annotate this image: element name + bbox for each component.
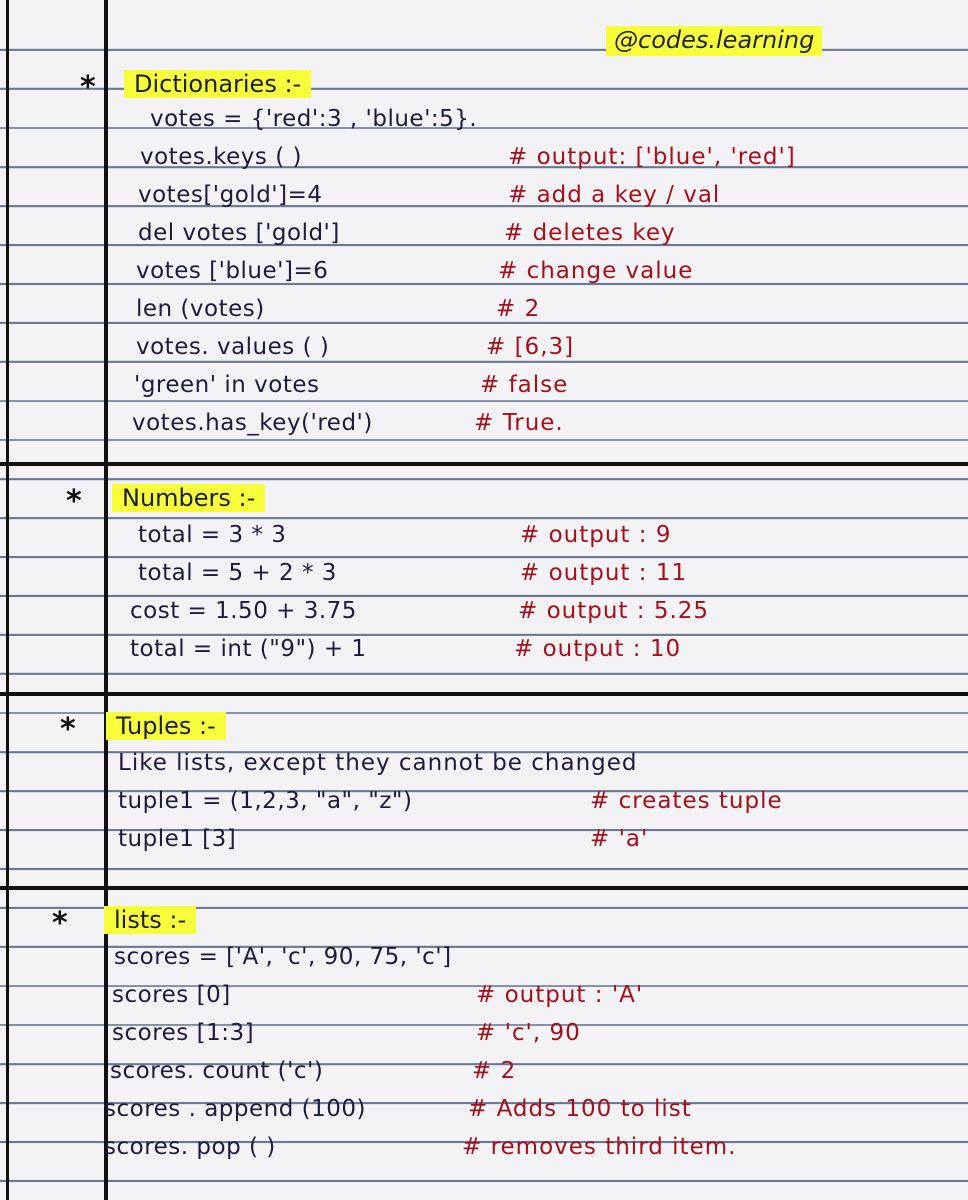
code-line: scores. count ('c'): [110, 1058, 324, 1084]
code-line: tuple1 [3]: [118, 826, 237, 852]
code-comment: # creates tuple: [590, 788, 783, 814]
code-comment: # Adds 100 to list: [468, 1096, 692, 1122]
code-row: [0, 636, 968, 674]
code-comment: # output : 5.25: [518, 598, 710, 624]
code-line: votes['gold']=4: [138, 182, 323, 208]
code-comment: # change value: [498, 258, 694, 284]
code-row: [0, 1134, 968, 1172]
section-heading: Dictionaries :-: [124, 70, 311, 98]
bullet-star-icon: *: [66, 484, 82, 519]
code-row: [0, 144, 968, 182]
code-comment: # [6,3]: [486, 334, 575, 360]
section-heading: lists :-: [104, 906, 196, 934]
code-comment: # 2: [496, 296, 541, 322]
code-line: scores . append (100): [104, 1096, 366, 1122]
code-line: total = int ("9") + 1: [130, 636, 367, 662]
code-row: [0, 372, 968, 410]
section-divider: [0, 462, 968, 466]
code-comment: # output: ['blue', 'red']: [508, 144, 796, 170]
section-divider: [0, 692, 968, 696]
code-row: [0, 1020, 968, 1058]
code-line: len (votes): [136, 296, 265, 322]
code-line: scores. pop ( ): [104, 1134, 276, 1160]
code-line: tuple1 = (1,2,3, "a", "z"): [118, 788, 413, 814]
code-comment: # output : 9: [520, 522, 672, 548]
code-row: [0, 560, 968, 598]
section-divider: [0, 886, 968, 890]
watermark-handle: @codes.learning: [606, 26, 822, 56]
code-line: cost = 1.50 + 3.75: [130, 598, 357, 624]
code-comment: # True.: [474, 410, 564, 436]
section-note: Like lists, except they cannot be changed: [118, 750, 638, 776]
code-comment: # deletes key: [504, 220, 676, 246]
code-comment: # output : 'A': [476, 982, 644, 1008]
code-row: [0, 788, 968, 826]
code-comment: # 'c', 90: [476, 1020, 581, 1046]
code-row: [0, 106, 968, 144]
code-row: [0, 522, 968, 560]
code-line: votes.keys ( ): [140, 144, 302, 170]
code-comment: # output : 11: [520, 560, 688, 586]
code-line: scores [0]: [112, 982, 231, 1008]
code-row: [0, 182, 968, 220]
section-heading: Numbers :-: [112, 484, 265, 512]
code-comment: # removes third item.: [462, 1134, 737, 1160]
code-line: votes.has_key('red'): [132, 410, 373, 436]
code-row: [0, 982, 968, 1020]
code-line: 'green' in votes: [134, 372, 320, 398]
code-line: votes ['blue']=6: [136, 258, 329, 284]
note-row: [0, 750, 968, 788]
code-line: votes = {'red':3 , 'blue':5}.: [150, 106, 478, 132]
code-row: [0, 1096, 968, 1134]
code-line: scores [1:3]: [112, 1020, 255, 1046]
code-line: del votes ['gold']: [138, 220, 340, 246]
code-line: total = 3 * 3: [138, 522, 287, 548]
code-row: [0, 334, 968, 372]
code-row: [0, 410, 968, 448]
code-row: [0, 1058, 968, 1096]
code-comment: # output : 10: [514, 636, 682, 662]
bullet-star-icon: *: [80, 70, 96, 105]
code-row: [0, 220, 968, 258]
code-comment: # 'a': [590, 826, 649, 852]
bullet-star-icon: *: [60, 712, 76, 747]
code-line: total = 5 + 2 * 3: [138, 560, 337, 586]
section-heading: Tuples :-: [106, 712, 226, 740]
code-comment: # add a key / val: [508, 182, 721, 208]
code-row: [0, 944, 968, 982]
code-line: votes. values ( ): [136, 334, 330, 360]
code-line: scores = ['A', 'c', 90, 75, 'c']: [114, 944, 452, 970]
code-comment: # false: [480, 372, 569, 398]
code-row: [0, 258, 968, 296]
code-row: [0, 826, 968, 864]
code-row: [0, 598, 968, 636]
code-row: [0, 296, 968, 334]
bullet-star-icon: *: [52, 906, 68, 941]
code-comment: # 2: [472, 1058, 517, 1084]
